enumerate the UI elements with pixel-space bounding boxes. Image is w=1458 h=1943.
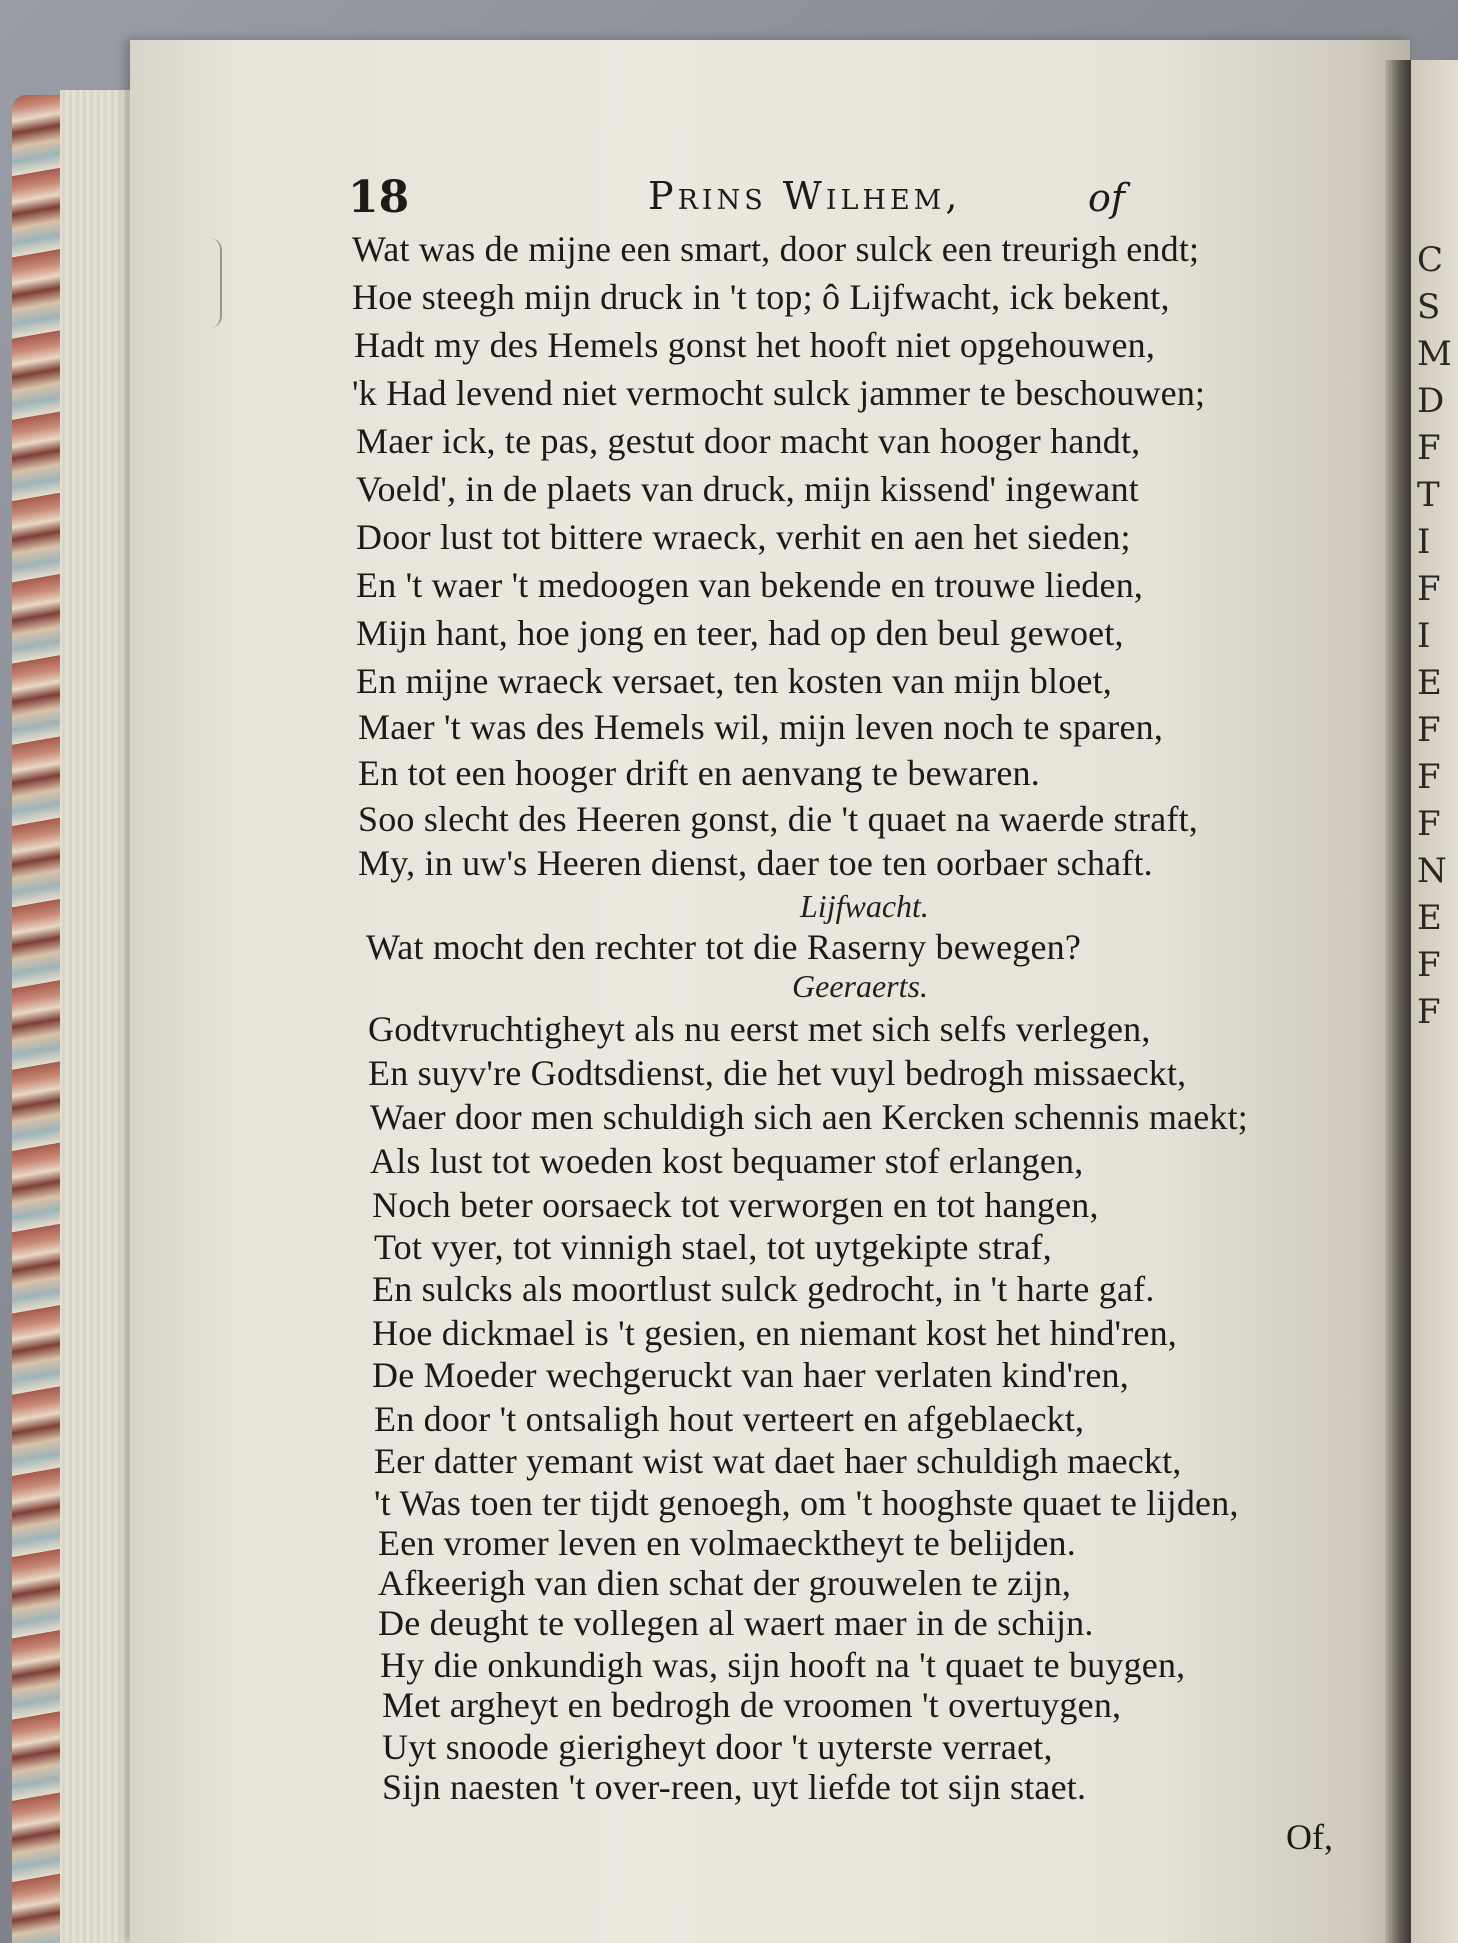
verse-line: En door 't ontsaligh hout verteert en afgeblaeckt, (374, 1399, 1085, 1439)
verse-line: Hoe dickmael is 't gesien, en niemant kost het hind'ren, (372, 1313, 1177, 1353)
verse-line: Afkeerigh van dien schat der grouwelen te zijn, (378, 1563, 1072, 1603)
verse-line: En mijne wraeck versaet, ten kosten van mijn bloet, (356, 661, 1112, 701)
catchword: Of, (1286, 1817, 1333, 1857)
verse-line: 't Was toen ter tijdt genoegh, om 't hooghste quaet te lijden, (374, 1483, 1239, 1523)
verse-line: Met argheyt en bedrogh de vroomen 't overtuygen, (382, 1685, 1122, 1725)
facing-page-fragment: D (1417, 381, 1445, 421)
facing-page-fragment: N (1417, 851, 1447, 891)
verse-line: Een vromer leven en volmaecktheyt te belijden. (378, 1523, 1076, 1563)
facing-page-fragment: T (1417, 475, 1440, 515)
speaker-name: Geeraerts. (792, 968, 928, 1004)
facing-page-fragment: M (1417, 334, 1452, 374)
running-title-of: of (1088, 176, 1125, 220)
verse-line: Door lust tot bittere wraeck, verhit en aen het sieden; (356, 517, 1131, 557)
facing-page-fragment: E (1417, 663, 1442, 703)
book-gutter (1385, 60, 1411, 1943)
verse-line: Wat mocht den rechter tot die Raserny bewegen? (366, 927, 1082, 967)
verse-line: De Moeder wechgeruckt van haer verlaten kind'ren, (372, 1355, 1129, 1395)
facing-page-fragment: F (1417, 569, 1441, 609)
verse-line: My, in uw's Heeren dienst, daer toe ten oorbaer schaft. (358, 843, 1153, 883)
running-title: Prins Wilhem, (648, 174, 962, 218)
verse-line: Mijn hant, hoe jong en teer, had op den beul gewoet, (356, 613, 1124, 653)
facing-page-fragment: E (1417, 898, 1442, 938)
running-header (348, 172, 1128, 222)
facing-page-fragment: F (1417, 945, 1441, 985)
verse-line: De deught te vollegen al waert maer in de schijn. (378, 1603, 1094, 1643)
verse-line: Wat was de mijne een smart, door sulck een treurigh endt; (352, 229, 1200, 269)
verse-line: En sulcks als moortlust sulck gedrocht, in 't harte gaf. (372, 1269, 1155, 1309)
verse-line: Tot vyer, tot vinnigh stael, tot uytgekipte straf, (374, 1227, 1052, 1267)
verse-line: En 't waer 't medoogen van bekende en trouwe lieden, (356, 565, 1144, 605)
verse-line: En tot een hooger drift en aenvang te bewaren. (358, 753, 1040, 793)
verse-line: Hy die onkundigh was, sijn hooft na 't quaet te buygen, (380, 1645, 1186, 1685)
verse-line: Soo slecht des Heeren gonst, die 't quaet na waerde straft, (358, 799, 1199, 839)
verse-line: Waer door men schuldigh sich aen Kercken schennis maekt; (370, 1097, 1249, 1137)
verse-line: Uyt snoode gierigheyt door 't uyterste verraet, (382, 1727, 1053, 1767)
verse-line: Godtvruchtigheyt als nu eerst met sich selfs verlegen, (368, 1009, 1151, 1049)
verse-line: Sijn naesten 't over-reen, uyt liefde tot sijn staet. (382, 1767, 1087, 1807)
verse-line: 'k Had levend niet vermocht sulck jammer te beschouwen; (352, 373, 1206, 413)
verse-line: Noch beter oorsaeck tot verworgen en tot hangen, (372, 1185, 1099, 1225)
verse-line: Eer datter yemant wist wat daet haer schuldigh maeckt, (374, 1441, 1182, 1481)
facing-page-fragment: F (1417, 757, 1441, 797)
verse-line: Hoe steegh mijn druck in 't top; ô Lijfwacht, ick bekent, (352, 277, 1170, 317)
facing-page-fragment: F (1417, 804, 1441, 844)
facing-page-fragment: S (1417, 287, 1441, 327)
verse-line: Maer 't was des Hemels wil, mijn leven noch te sparen, (358, 707, 1164, 747)
verse-line: Hadt my des Hemels gonst het hooft niet opgehouwen, (354, 325, 1156, 365)
speaker-name: Lijfwacht. (800, 888, 929, 924)
verse-line: En suyv're Godtsdienst, die het vuyl bedrogh missaeckt, (368, 1053, 1187, 1093)
verse-line: Maer ick, te pas, gestut door macht van hooger handt, (356, 421, 1141, 461)
facing-page-fragment: I (1417, 616, 1431, 656)
facing-page-fragment: I (1417, 522, 1431, 562)
facing-page (1411, 60, 1458, 1943)
verse-line: Als lust tot woeden kost bequamer stof erlangen, (370, 1141, 1084, 1181)
facing-page-fragment: C (1417, 240, 1444, 280)
margin-pencil-mark (210, 238, 222, 328)
facing-page-fragment: F (1417, 428, 1441, 468)
verse-line: Voeld', in de plaets van druck, mijn kissend' ingewant (356, 469, 1139, 509)
page-number: 18 (348, 172, 410, 223)
facing-page-fragment: F (1417, 992, 1441, 1032)
facing-page-fragment: F (1417, 710, 1441, 750)
